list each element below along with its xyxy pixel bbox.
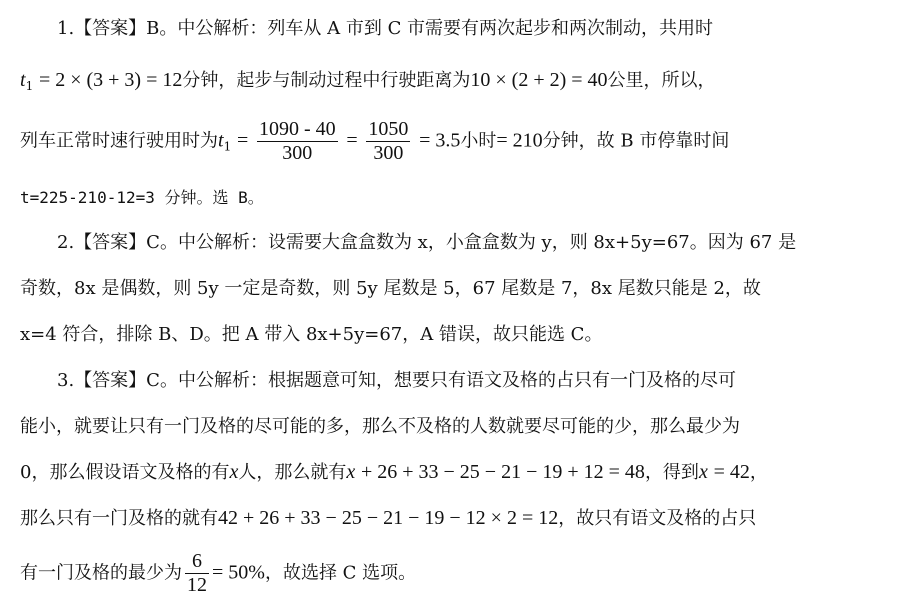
q1-minutes-value: = 210: [496, 129, 543, 152]
q1-time-formula: = 2 × (3 + 3) = 12: [38, 69, 183, 91]
q1-hours-unit: 小时: [460, 130, 497, 152]
q3-sum-formula: + 26 + 33 − 25 − 21 − 19 + 12 = 48: [360, 461, 645, 483]
q1-t1-var-2: t: [218, 129, 224, 152]
q1-fraction-1-numerator: 1090 - 40: [258, 118, 336, 140]
q1-t1-sub: 1: [25, 79, 34, 93]
q1-t1-sub-2: 1: [223, 139, 232, 154]
q3-line-3-text-c: ，得到: [644, 462, 699, 483]
q1-t1-var: t: [20, 69, 26, 91]
q3-line-2: 能小，就要让只有一门及格的尽可能的多，那么不及格的人数就要尽可能的少，那么最少为: [20, 416, 740, 437]
q3-x-result: = 42: [713, 461, 750, 483]
q3-fraction-numerator: 6: [185, 550, 209, 574]
q2-line-1: 2.【答案】C。中公解析：设需要大盒盒数为 x，小盒盒数为 y，则 8x+5y=67。因为 67 是: [57, 232, 797, 253]
q1-fraction-1: [257, 118, 338, 165]
q1-fraction-2-denominator: 300: [373, 142, 404, 164]
q3-line-1: 3.【答案】C。中公解析：根据题意可知，想要只有语文及格的占只有一门及格的尽可: [57, 370, 736, 391]
q3-line-5: [20, 550, 416, 597]
q1-line-2: [20, 70, 716, 92]
q1-distance-formula: 10 × (2 + 2) = 40: [470, 69, 608, 91]
q1-fraction-2-numerator: 1050: [368, 118, 409, 140]
q2-line-2: 奇数，8x 是偶数，则 5y 一定是奇数，则 5y 尾数是 5，67 尾数是 7，8x 尾数只能是 2，故: [20, 278, 761, 299]
q1-fraction-1-denominator: 300: [282, 142, 313, 164]
q1-fraction-2: [366, 118, 410, 165]
q3-fraction: [185, 550, 209, 597]
q3-line-5-text-a: 有一门及格的最少为: [20, 562, 182, 584]
q1-line-3-text-c: 分钟，故 B 市停靠时间: [542, 130, 730, 152]
q1-line-2-text-a: 分钟，起步与制动过程中行驶距离为: [182, 70, 471, 91]
q3-line-3-text-a: 0，那么假设语文及格的有: [20, 462, 230, 483]
q1-line-3: [20, 118, 729, 165]
q3-percent-result: = 50%: [212, 561, 265, 584]
q3-line-4-text-b: ，故只有语文及格的占只: [558, 508, 757, 529]
q1-line-2-text-b: 公里，所以，: [607, 70, 716, 91]
q3-x-var-2: x: [346, 461, 356, 483]
q1-equals: =: [236, 129, 249, 152]
q1-line-1: 1.【答案】B。中公解析：列车从 A 市到 C 市需要有两次起步和两次制动，共用时: [57, 18, 714, 39]
q3-line-4: [20, 508, 756, 528]
q3-single-pass-formula: 42 + 26 + 33 − 25 − 21 − 19 − 12 × 2 = 12: [218, 507, 559, 529]
q1-equals-2: =: [346, 129, 358, 152]
q3-line-5-text-b: ，故选择 C 选项。: [264, 562, 417, 584]
q1-hours-value: = 3.5: [419, 129, 461, 152]
q3-fraction-denominator: 12: [187, 574, 207, 596]
q2-line-3: x=4 符合，排除 B、D。把 A 带入 8x+5y=67，A 错误，故只能选 C。: [20, 324, 603, 345]
q3-line-4-text-a: 那么只有一门及格的就有: [20, 508, 218, 529]
q3-line-3-text-d: ，: [749, 462, 768, 483]
q3-x-var: x: [229, 461, 239, 483]
q3-line-3-text-b: 人，那么就有: [238, 462, 347, 483]
q1-line-3-text-a: 列车正常时速行驶用时为: [20, 130, 218, 152]
q3-line-3: [20, 462, 768, 482]
q1-line-4: t=225-210-12=3 分钟。选 B。: [20, 188, 264, 207]
q3-x-var-3: x: [698, 461, 708, 483]
